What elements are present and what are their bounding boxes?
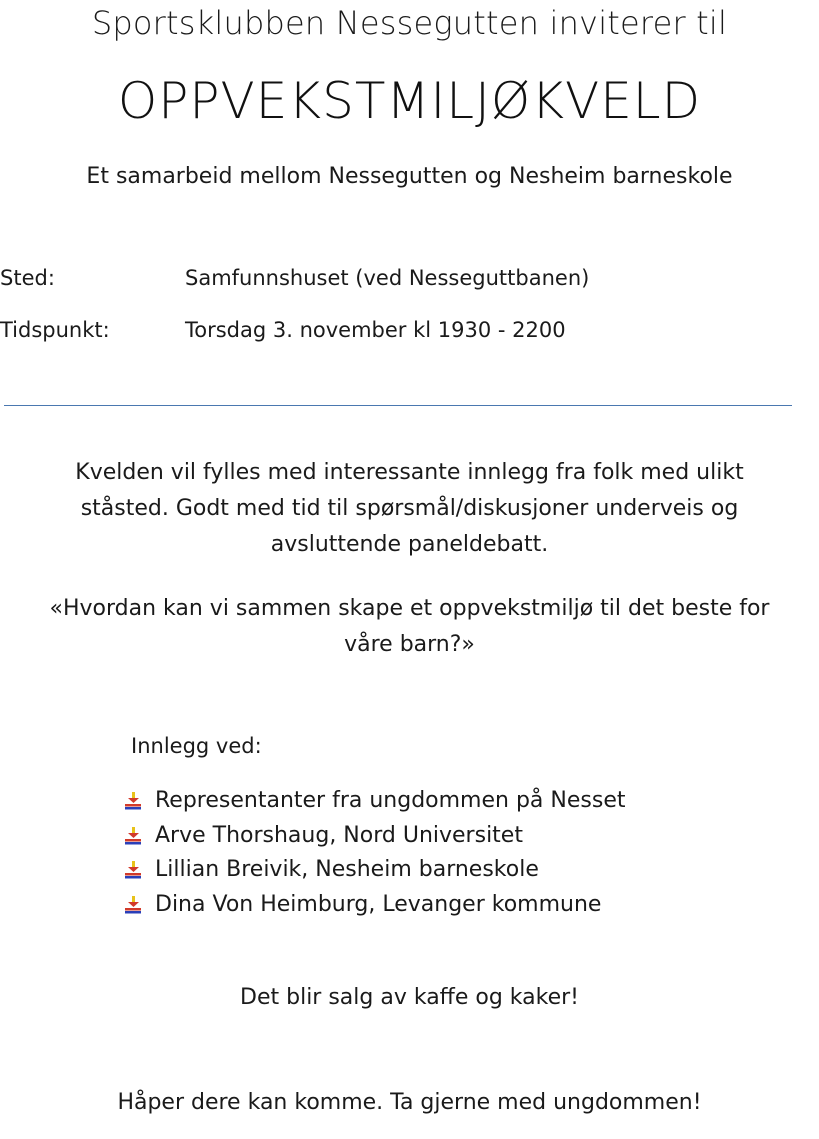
quote-paragraph xyxy=(0,591,819,663)
time-label: Tidspunkt: xyxy=(0,318,110,342)
speakers-heading: Innlegg ved: xyxy=(131,734,262,758)
speaker-name: Dina Von Heimburg, Levanger kommune xyxy=(155,891,602,917)
arrow-bullet-icon xyxy=(123,790,145,812)
speaker-name: Lillian Breivik, Nesheim barneskole xyxy=(155,857,539,883)
event-title: OPPVEKSTMILJØKVELD xyxy=(117,72,702,130)
speaker-item xyxy=(123,888,625,923)
speaker-item xyxy=(123,853,625,888)
time-value: Torsdag 3. november kl 1930 - 2200 xyxy=(185,318,566,342)
speaker-item xyxy=(123,819,625,854)
divider-line xyxy=(4,405,792,406)
description-line: Kvelden vil fylles med interessante innlegg fra folk med ulikt xyxy=(75,460,744,485)
description-line: avsluttende paneldebatt. xyxy=(270,532,549,557)
quote-line: våre barn?» xyxy=(344,632,475,657)
speaker-name: Representanter fra ungdommen på Nesset xyxy=(155,788,626,814)
arrow-bullet-icon xyxy=(123,894,145,916)
speaker-item xyxy=(123,784,625,819)
place-value: Samfunnshuset (ved Nesseguttbanen) xyxy=(185,266,590,290)
invitation-intro: Sportsklubben Nessegutten inviterer til xyxy=(91,4,728,42)
closing-note: Håper dere kan komme. Ta gjerne med ungdommen! xyxy=(117,1090,702,1115)
refreshments-note: Det blir salg av kaffe og kaker! xyxy=(240,985,579,1010)
arrow-bullet-icon xyxy=(123,825,145,847)
quote-line: «Hvordan kan vi sammen skape et oppvekstmiljø til det beste for xyxy=(49,596,770,621)
speaker-name: Arve Thorshaug, Nord Universitet xyxy=(155,822,523,848)
place-label: Sted: xyxy=(0,266,55,290)
speaker-list xyxy=(123,784,625,922)
event-subtitle: Et samarbeid mellom Nessegutten og Nesheim barneskole xyxy=(86,164,733,189)
description-line: ståsted. Godt med tid til spørsmål/diskusjoner underveis og xyxy=(80,496,739,521)
arrow-bullet-icon xyxy=(123,859,145,881)
description-paragraph xyxy=(0,455,819,563)
